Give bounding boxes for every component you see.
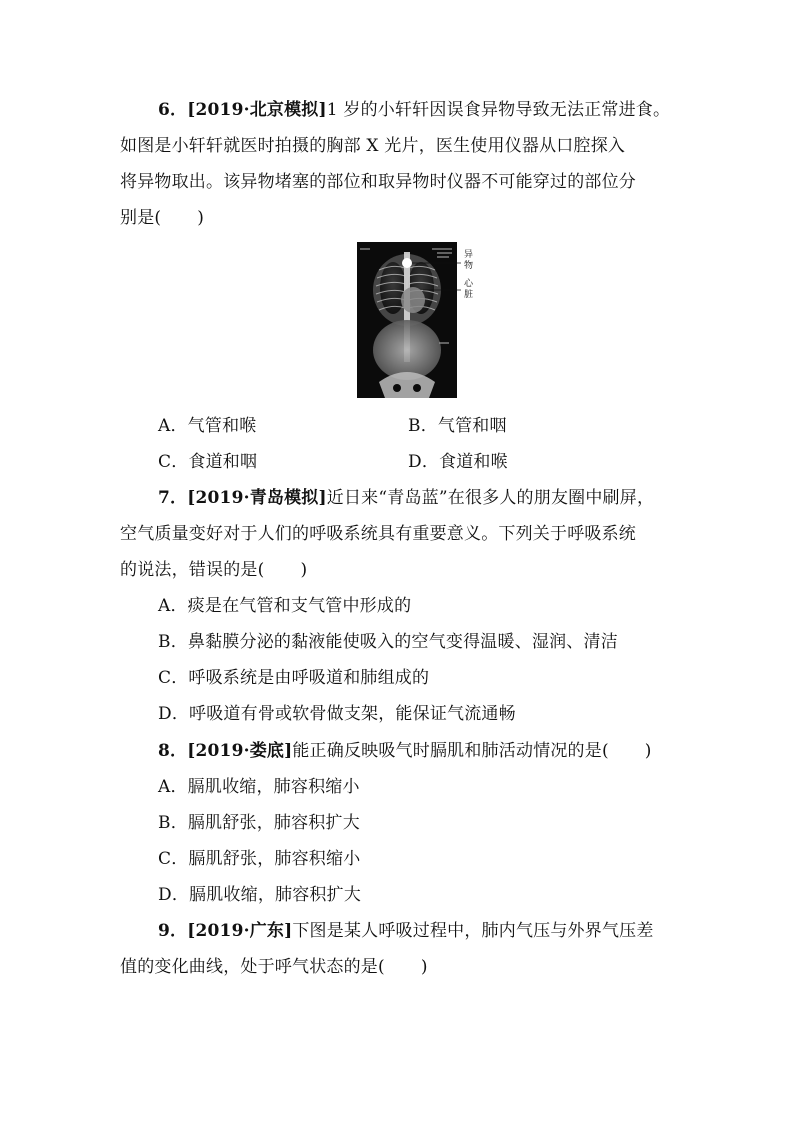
q6-option-b: B．气管和咽	[408, 416, 507, 436]
q7-number: 7．	[158, 488, 188, 508]
q7-text-3: 的说法，错误的是(	[120, 560, 265, 580]
label-foreign-body: 异物	[464, 250, 474, 271]
q6-line-1	[158, 98, 670, 122]
label-heart: 心脏	[464, 279, 474, 300]
q8-option-c: C．膈肌舒张，肺容积缩小	[158, 849, 361, 869]
q6-line-2: 如图是小轩轩就医时拍摄的胸部 X 光片，医生使用仪器从口腔探入	[120, 136, 626, 156]
q6-option-a: A．气管和喉	[158, 416, 257, 436]
q9-line-2	[120, 955, 428, 979]
q7-text-1: 近日来“青岛蓝”在很多人的朋友圈中刷屏，	[326, 488, 655, 508]
q7-line-1	[158, 486, 654, 510]
q9-close-paren: )	[420, 957, 428, 977]
q6-close-paren: )	[197, 208, 205, 228]
q8-text-1: 能正确反映吸气时膈肌和肺活动情况的是(	[292, 741, 609, 761]
q9-number: 9．	[158, 921, 188, 941]
chest-xray-figure	[357, 242, 477, 398]
q7-option-b: B．鼻黏膜分泌的黏液能使吸入的空气变得温暖、湿润、清洁	[158, 632, 618, 652]
q8-option-a: A．膈肌收缩，肺容积缩小	[158, 777, 360, 797]
q7-line-3	[120, 558, 307, 582]
q6-option-d: D．食道和喉	[408, 452, 508, 472]
q7-option-a: A．痰是在气管和支气管中形成的	[158, 596, 412, 616]
q7-close-paren: )	[300, 560, 308, 580]
q6-text-1: 1 岁的小轩轩因误食异物导致无法正常进食。	[326, 100, 671, 120]
q7-source: [2019·青岛模拟]	[187, 488, 327, 508]
q6-source: [2019·北京模拟]	[187, 100, 327, 120]
q9-source: [2019·广东]	[187, 921, 293, 941]
q8-source: [2019·娄底]	[187, 741, 293, 761]
q9-text-1: 下图是某人呼吸过程中，肺内气压与外界气压差	[292, 921, 654, 941]
q7-option-c: C．呼吸系统是由呼吸道和肺组成的	[158, 668, 430, 688]
q6-option-c: C．食道和咽	[158, 452, 258, 472]
q9-text-2: 值的变化曲线，处于呼气状态的是(	[120, 957, 385, 977]
q8-line-1	[158, 739, 652, 763]
q6-text-4: 别是(	[120, 208, 162, 228]
figure-leader-lines	[357, 242, 477, 398]
q8-option-d: D．膈肌收缩，肺容积扩大	[158, 885, 362, 905]
q6-line-4	[120, 206, 204, 230]
q6-line-3: 将异物取出。该异物堵塞的部位和取异物时仪器不可能穿过的部位分	[120, 172, 636, 192]
q9-line-1	[158, 919, 654, 943]
q8-option-b: B．膈肌舒张，肺容积扩大	[158, 813, 360, 833]
q7-option-d: D．呼吸道有骨或软骨做支架，能保证气流通畅	[158, 704, 516, 724]
q8-close-paren: )	[644, 741, 652, 761]
q7-line-2: 空气质量变好对于人们的呼吸系统具有重要意义。下列关于呼吸系统	[120, 524, 636, 544]
q8-number: 8．	[158, 741, 188, 761]
q6-number: 6．	[158, 100, 188, 120]
